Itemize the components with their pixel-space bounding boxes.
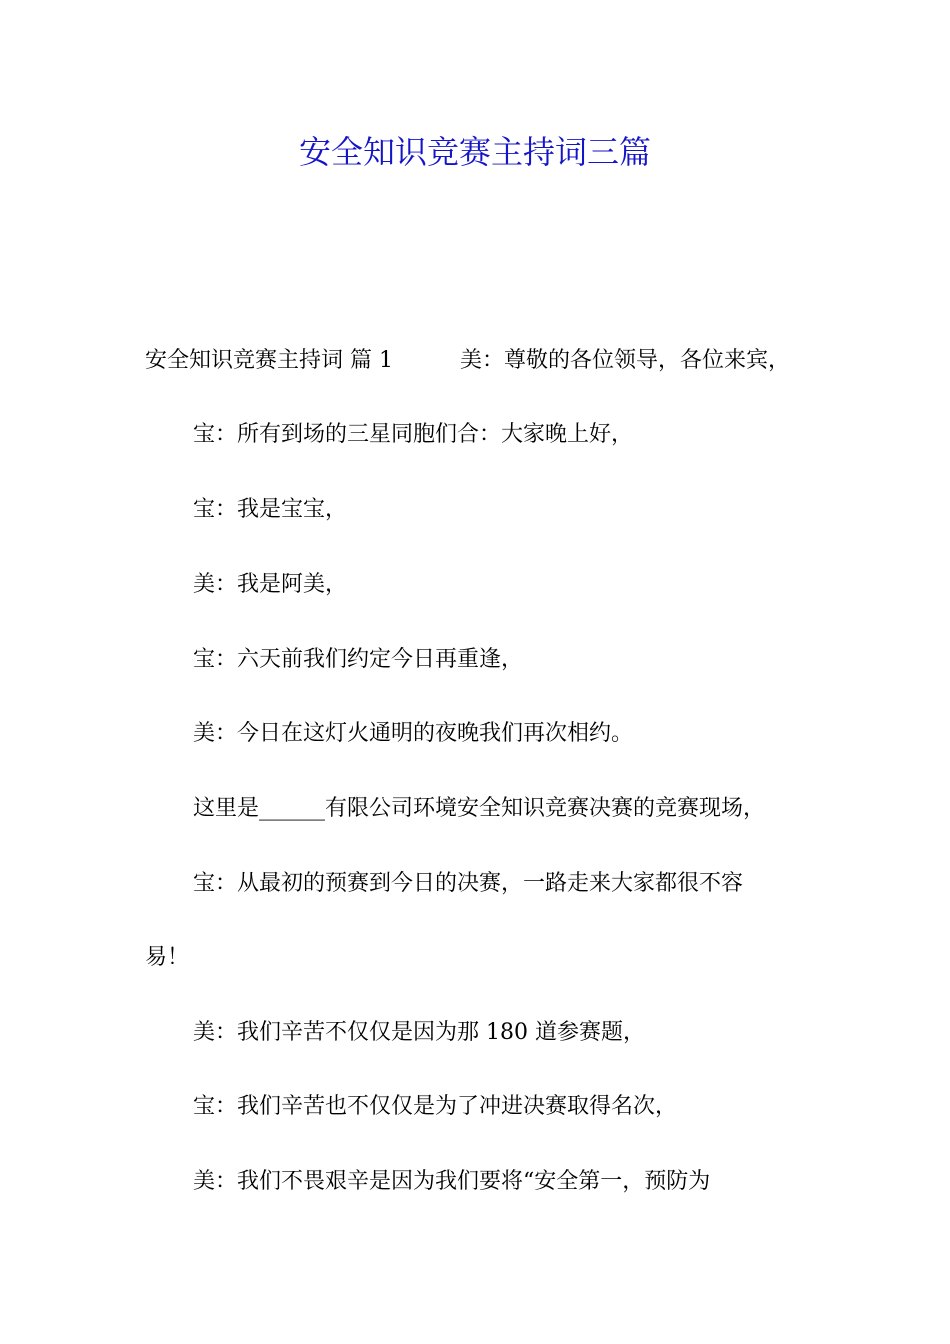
paragraph: 宝：六天前我们约定今日再重逢， [193, 647, 524, 672]
section-label: 安全知识竞赛主持词 篇 1 [145, 348, 393, 373]
paragraph: 美：我们不畏艰辛是因为我们要将“安全第一，预防为 [193, 1169, 711, 1194]
paragraph: 宝：所有到场的三星同胞们合：大家晚上好， [193, 422, 634, 447]
paragraph: 美：我是阿美， [193, 572, 348, 597]
paragraph: 这里是______有限公司环境安全知识竞赛决赛的竞赛现场， [193, 796, 766, 821]
paragraph: 美：我们辛苦不仅仅是因为那 180 道参赛题， [193, 1020, 645, 1045]
page-title: 安全知识竞赛主持词三篇 [298, 133, 651, 171]
paragraph: 宝：我是宝宝， [193, 497, 348, 522]
paragraph: 宝：从最初的预赛到今日的决赛，一路走来大家都很不容 [193, 871, 744, 896]
paragraph-continuation: 易！ [145, 945, 190, 970]
paragraph: 宝：我们辛苦也不仅仅是为了冲进决赛取得名次， [193, 1094, 678, 1119]
paragraph-first-speech: 美：尊敬的各位领导，各位来宾， [460, 348, 791, 373]
paragraph: 美：今日在这灯火通明的夜晚我们再次相约。 [193, 721, 634, 746]
